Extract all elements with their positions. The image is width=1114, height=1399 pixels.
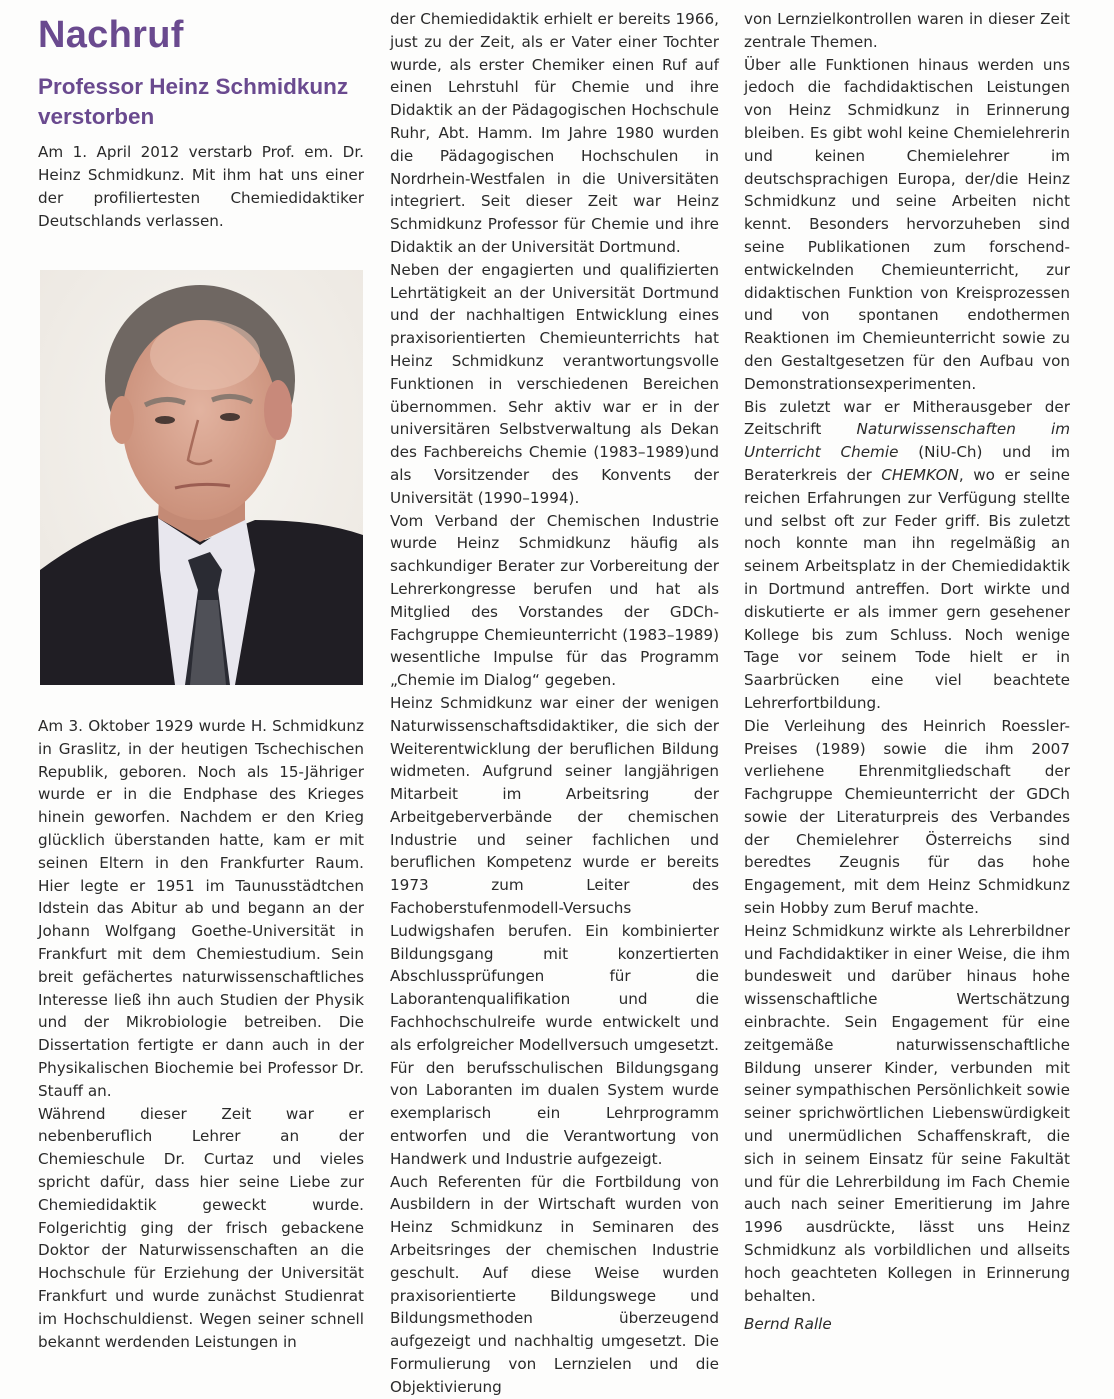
paragraph: Heinz Schmidkunz war einer der wenigen Naturwissenschaftsdidaktiker, die sich der Weiterentwicklung der beruflichen Bildung widmeten. Aufgrund seiner langjährigen Mitarbeit im Arbeitsring der Arbeitgeberverbände der chemischen Industrie und seiner fachlichen und beruflichen Kompetenz wurde er bereits 1973 zum Leiter des Fachoberstufenmodell-Versuchs Ludwigshafen berufen. Ein kombinierter Bildungsgang mit konzertierten Abschlussprüfungen für die Laborantenqualifikation und die Fachhochschulreife wurde entwickelt und als erfolgreicher Modellversuch umgesetzt. Für den berufsschulischen Bildungsgang von Laboranten im dualen System wurde exemplarisch ein Lehrprogramm entworfen und die Verantwortung von Handwerk und Industrie aufgezeigt.: [390, 693, 719, 1168]
portrait-photo: [40, 270, 363, 685]
journal-name: CHEMKON: [881, 465, 959, 484]
section-title: Nachruf: [38, 14, 184, 56]
headline: Professor Heinz Schmidkunz verstorben: [38, 74, 349, 129]
paragraph: Am 3. Oktober 1929 wurde H. Schmidkunz in Graslitz, in der heutigen Tschechischen Republik, geboren. Noch als 15-Jähriger wurde er in die Endphase des Krieges hinein geworfen. Nachdem er den Krieg glücklich überstanden hatte, kam er mit seinen Eltern in den Frankfurter Raum. Hier legte er 1951 im Taunusstädtchen Idstein das Abitur ab und begann an der Johann Wolfgang Goethe-Universität in Frankfurt mit dem Chemiestudium. Sein breit gefächertes naturwissenschaftliches Interesse ließ ihn auch Studien der Physik und der Mikrobiologie betreiben. Die Dissertation fertigte er dann auch in der Physikalischen Biochemie bei Professor Dr. Stauff an.: [38, 717, 364, 1100]
text: Bis zuletzt war er Mitherausgeber der Zeitschrift: [744, 397, 1070, 439]
column-3: [744, 8, 1070, 1333]
paragraph: von Lernzielkontrollen waren in dieser Zeit zentrale Themen.: [744, 10, 1070, 51]
lead-paragraph: Am 1. April 2012 verstarb Prof. em. Dr. Heinz Schmidkunz. Mit ihm hat uns einer der profiliertesten Chemiedidaktiker Deutschlands verlassen.: [38, 143, 364, 230]
paragraph: Neben der engagierten und qualifizierten Lehrtätigkeit an der Universität Dortmund und der nachhaltigen Entwicklung eines praxisorientierten Chemieunterrichts hat Heinz Schmidkunz verantwortungsvolle Funktionen in verschiedenen Bereichen übernommen. Sehr aktiv war er in der universitären Selbstverwaltung als Dekan des Fachbereichs Chemie (1983–1989)und als Vorsitzender des Konvents der Universität (1990–1994).: [390, 260, 719, 507]
paragraph: Über alle Funktionen hinaus werden uns jedoch die fachdidaktischen Leistungen von Heinz Schmidkunz in Erinnerung bleiben. Es gibt wohl keine Chemielehrerin und keinen Chemielehrer im deutschsprachigen Europa, der/die Heinz Schmidkunz und seine Arbeiten nicht kennt. Besonders hervorzuheben sind seine Publikationen zum forschend-entwickelnden Chemieunterricht, zur didaktischen Funktion von Kreisprozessen und von spontanen endothermen Reaktionen im Chemieunterricht sowie zu den Gestaltgesetzen für den Aufbau von Demonstrationsexperimenten.: [744, 55, 1070, 393]
author-signature: Bernd Ralle: [744, 1315, 832, 1334]
paragraph: der Chemiedidaktik erhielt er bereits 1966, just zu der Zeit, als er Vater einer Tochter wurde, als erster Chemiker einen Ruf auf einen Lehrstuhl für Chemie und ihre Didaktik an der Pädagogischen Hochschule Ruhr, Abt. Hamm. Im Jahre 1980 wurden die Pädagogischen Hochschulen in Nordrhein-Westfalen in die Universitäten integriert. Seit dieser Zeit war Heinz Schmidkunz Professor für Chemie und ihre Didaktik an der Universität Dortmund.: [390, 10, 719, 256]
column-1: [38, 715, 364, 1353]
paragraph: Während dieser Zeit war er nebenberuflich Lehrer an der Chemieschule Dr. Curtaz und vieles spricht dafür, dass hier seine Liebe zur Chemiedidaktik geweckt wurde. Folgerichtig ging der frisch gebackene Doktor der Naturwissenschaften an die Hochschule für Erziehung der Universität Frankfurt und wurde zunächst Studienrat im Hochschuldienst. Wegen seiner schnell bekannt werdenden Leistungen in: [38, 1104, 364, 1351]
text: (NiU-Ch) und im Beraterkreis der: [744, 443, 1070, 484]
paragraph: Auch Referenten für die Fortbildung von Ausbildern in der Wirtschaft wurden von Heinz Schmidkunz in Seminaren des Arbeitsringes der chemischen Industrie geschult. Auf diese Weise wurden praxisorientierte Bildungswege und Bildungsmethoden überzeugend aufgezeigt und nachhaltig umgesetzt. Die Formulierung von Lernzielen und die Objektivierung: [390, 1172, 719, 1396]
journal-name: Naturwissenschaften im Unterricht Chemie: [744, 420, 1070, 462]
column-2: [390, 8, 719, 1399]
paragraph: Die Verleihung des Heinrich Roessler-Preises (1989) sowie die ihm 2007 verliehene Ehrenmitgliedschaft der Fachgruppe Chemieunterricht der GDCh sowie der Literaturpreis des Verbandes der Chemielehrer Österreichs sind beredtes Zeugnis für das hohe Engagement, mit dem Heinz Schmidkunz sein Hobby zum Beruf machte.: [744, 716, 1070, 918]
paragraph: Heinz Schmidkunz wirkte als Lehrerbildner und Fachdidaktiker in einer Weise, die ihm bundesweit und darüber hinaus hohe wissenschaftliche Wertschätzung einbrachte. Sein Engagement für eine zeitgemäße naturwissenschaftliche Bildung unserer Kinder, verbunden mit seiner sympathischen Persönlichkeit sowie seiner sprichwörtlichen Liebenswürdigkeit und unermüdlichen Schaffenskraft, die sich in seinem Einsatz für seine Fakultät und für die Lehrerbildung im Fach Chemie auch nach seiner Emeritierung im Jahre 1996 ausdrückte, lässt uns Heinz Schmidkunz als vorbildlichen und allseits hoch geachteten Kollegen in Erinnerung behalten.: [744, 921, 1070, 1305]
paragraph: [744, 396, 1070, 715]
text: , wo er seine reichen Erfahrungen zur Verfügung stellte und selbst oft zur Feder griff. Bis zuletzt noch konnte man ihn regelmäßig an seinem Arbeitsplatz in der Chemiedidaktik in Dortmund antreffen. Dort wirkte und diskutierte er als immer gern gesehener Kollege bis zum Schluss. Noch wenige Tage vor seinem Tode hielt er in Saarbrücken eine viel beachtete Lehrerfortbildung.: [744, 465, 1071, 712]
portrait-illustration: [40, 270, 363, 685]
paragraph: Vom Verband der Chemischen Industrie wurde Heinz Schmidkunz häufig als sachkundiger Berater zur Vorbereitung der Lehrerkongresse berufen und hat als Mitglied des Vorstandes der GDCh-Fachgruppe Chemieunterricht (1983–1989) wesentliche Impulse für das Programm „Chemie im Dialog“ gegeben.: [390, 511, 719, 690]
